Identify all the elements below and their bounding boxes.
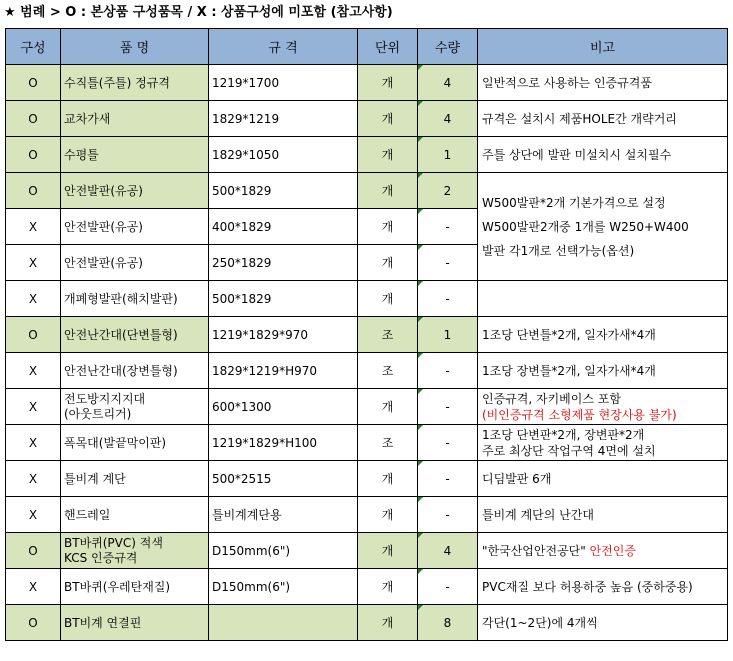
table-row <box>6 137 728 173</box>
cell-spec: 틀비계계단용 <box>209 497 358 533</box>
cell-spec: 1829*1219 <box>209 101 358 137</box>
header-spec: 규 격 <box>209 29 358 65</box>
cell-gubun: O <box>6 173 61 209</box>
cell-note: PVC재질 보다 허용하중 높음 (중하중용) <box>478 569 728 605</box>
cell-name: 개폐형발판(해치발판) <box>61 281 209 317</box>
cell-qty: 4 <box>418 101 478 137</box>
cell-note: 디딤발판 6개 <box>478 461 728 497</box>
cell-note: 1조당 단변틀*2개, 일자가새*4개 <box>478 317 728 353</box>
table-row <box>6 65 728 101</box>
cell-note: 1조당 장변틀*2개, 일자가새*4개 <box>478 353 728 389</box>
cell-qty: - <box>418 353 478 389</box>
cell-unit: 개 <box>358 605 418 641</box>
cell-unit: 개 <box>358 173 418 209</box>
table-row <box>6 281 728 317</box>
cell-gubun: X <box>6 245 61 281</box>
cell-qty: 8 <box>418 605 478 641</box>
cell-name: 핸드레일 <box>61 497 209 533</box>
cell-note: 틀비계 계단의 난간대 <box>478 497 728 533</box>
cell-unit: 개 <box>358 389 418 425</box>
cell-gubun: O <box>6 317 61 353</box>
cell-gubun: O <box>6 101 61 137</box>
cell-qty: 1 <box>418 317 478 353</box>
table-row <box>6 461 728 497</box>
cell-unit: 조 <box>358 353 418 389</box>
table-row <box>6 533 728 569</box>
table-row <box>6 425 728 461</box>
cell-qty: 2 <box>418 173 478 209</box>
cell-spec: D150mm(6") <box>209 569 358 605</box>
note-certification: 안전인증 <box>589 543 636 558</box>
cell-name: 틀비계 계단 <box>61 461 209 497</box>
legend-text: ★ 범례 > O : 본상품 구성품목 / X : 상품구성에 미포함 (참고사항) <box>4 5 393 20</box>
cell-qty: - <box>418 569 478 605</box>
cell-qty: - <box>418 245 478 281</box>
cell-note: 각단(1~2단)에 4개씩 <box>478 605 728 641</box>
note-line: 인증규격, 자키베이스 포함 <box>482 391 621 406</box>
table-row <box>6 497 728 533</box>
table-row <box>6 353 728 389</box>
table-header-row <box>6 29 728 65</box>
table-row <box>6 569 728 605</box>
cell-name: 안전발판(유공) <box>61 173 209 209</box>
cell-name: 안전난간대(장변틀형) <box>61 353 209 389</box>
cell-name: 안전난간대(단변틀형) <box>61 317 209 353</box>
cell-note <box>478 389 728 425</box>
cell-note: 주틀 상단에 발판 미설치시 설치필수 <box>478 137 728 173</box>
cell-name <box>61 533 209 569</box>
cell-note <box>478 281 728 317</box>
cell-note-merged <box>478 173 728 281</box>
cell-gubun: X <box>6 569 61 605</box>
cell-note <box>478 425 728 461</box>
cell-spec: 1829*1050 <box>209 137 358 173</box>
cell-qty: - <box>418 497 478 533</box>
cell-gubun: O <box>6 65 61 101</box>
cell-name: 폭목대(발끝막이판) <box>61 425 209 461</box>
cell-spec: 500*1829 <box>209 281 358 317</box>
cell-spec: 500*1829 <box>209 173 358 209</box>
note-line: 주로 최상단 작업구역 4면에 설치 <box>482 443 656 458</box>
cell-note <box>478 533 728 569</box>
component-table <box>5 28 728 641</box>
cell-gubun: X <box>6 461 61 497</box>
cell-unit: 개 <box>358 101 418 137</box>
note-warning: (비인증규격 소형제품 현장사용 불가) <box>482 407 677 422</box>
cell-unit: 개 <box>358 137 418 173</box>
cell-gubun: X <box>6 497 61 533</box>
header-name: 품 명 <box>61 29 209 65</box>
cell-spec: 1829*1219*H970 <box>209 353 358 389</box>
cell-unit: 개 <box>358 245 418 281</box>
note-line: 1조당 단변판*2개, 장변판*2개 <box>482 427 645 442</box>
name-line: BT바퀴(PVC) 적색 <box>64 535 163 550</box>
cell-spec: 1219*1829*H100 <box>209 425 358 461</box>
note-line: W500발판*2개 기본가격으로 설정 <box>482 195 666 210</box>
cell-note: 규격은 설치시 제품HOLE간 개략거리 <box>478 101 728 137</box>
cell-unit: 개 <box>358 209 418 245</box>
name-line: 전도방지지지대 <box>64 391 146 406</box>
cell-name: 안전발판(유공) <box>61 209 209 245</box>
cell-spec: 500*2515 <box>209 461 358 497</box>
cell-qty: 4 <box>418 533 478 569</box>
cell-name: 수평틀 <box>61 137 209 173</box>
cell-spec: 400*1829 <box>209 209 358 245</box>
cell-qty: 1 <box>418 137 478 173</box>
cell-spec: D150mm(6") <box>209 533 358 569</box>
cell-unit: 개 <box>358 533 418 569</box>
cell-gubun: X <box>6 281 61 317</box>
cell-qty: - <box>418 461 478 497</box>
cell-spec: 600*1300 <box>209 389 358 425</box>
name-line: KCS 인증규격 <box>64 550 138 565</box>
cell-gubun: X <box>6 353 61 389</box>
cell-unit: 개 <box>358 281 418 317</box>
cell-spec: 1219*1700 <box>209 65 358 101</box>
cell-qty: - <box>418 389 478 425</box>
cell-gubun: X <box>6 425 61 461</box>
header-unit: 단위 <box>358 29 418 65</box>
note-line: W500발판2개중 1개를 W250+W400 <box>482 219 689 234</box>
table-row <box>6 317 728 353</box>
table-row <box>6 605 728 641</box>
cell-unit: 개 <box>358 497 418 533</box>
cell-unit: 조 <box>358 317 418 353</box>
cell-gubun: X <box>6 209 61 245</box>
header-note: 비고 <box>478 29 728 65</box>
cell-qty: - <box>418 425 478 461</box>
cell-note: 일반적으로 사용하는 인증규격품 <box>478 65 728 101</box>
cell-name: BT비계 연결핀 <box>61 605 209 641</box>
cell-name: 교차가새 <box>61 101 209 137</box>
cell-unit: 조 <box>358 425 418 461</box>
cell-spec <box>209 605 358 641</box>
cell-name: 수직틀(주틀) 정규격 <box>61 65 209 101</box>
name-line: (아웃트리거) <box>64 406 132 421</box>
cell-name: BT바퀴(우레탄재질) <box>61 569 209 605</box>
table-row <box>6 101 728 137</box>
cell-gubun: X <box>6 389 61 425</box>
header-qty: 수량 <box>418 29 478 65</box>
cell-gubun: O <box>6 605 61 641</box>
cell-unit: 개 <box>358 569 418 605</box>
cell-name <box>61 389 209 425</box>
table-row <box>6 389 728 425</box>
cell-qty: - <box>418 281 478 317</box>
cell-qty: - <box>418 209 478 245</box>
cell-unit: 개 <box>358 461 418 497</box>
cell-unit: 개 <box>358 65 418 101</box>
note-text: "한국산업안전공단" <box>482 543 590 558</box>
cell-spec: 1219*1829*970 <box>209 317 358 353</box>
cell-gubun: O <box>6 533 61 569</box>
cell-spec: 250*1829 <box>209 245 358 281</box>
header-gubun: 구성 <box>6 29 61 65</box>
cell-name: 안전발판(유공) <box>61 245 209 281</box>
table-row <box>6 173 728 209</box>
note-line: 발판 각1개로 선택가능(옵션) <box>482 243 635 258</box>
cell-qty: 4 <box>418 65 478 101</box>
cell-gubun: O <box>6 137 61 173</box>
